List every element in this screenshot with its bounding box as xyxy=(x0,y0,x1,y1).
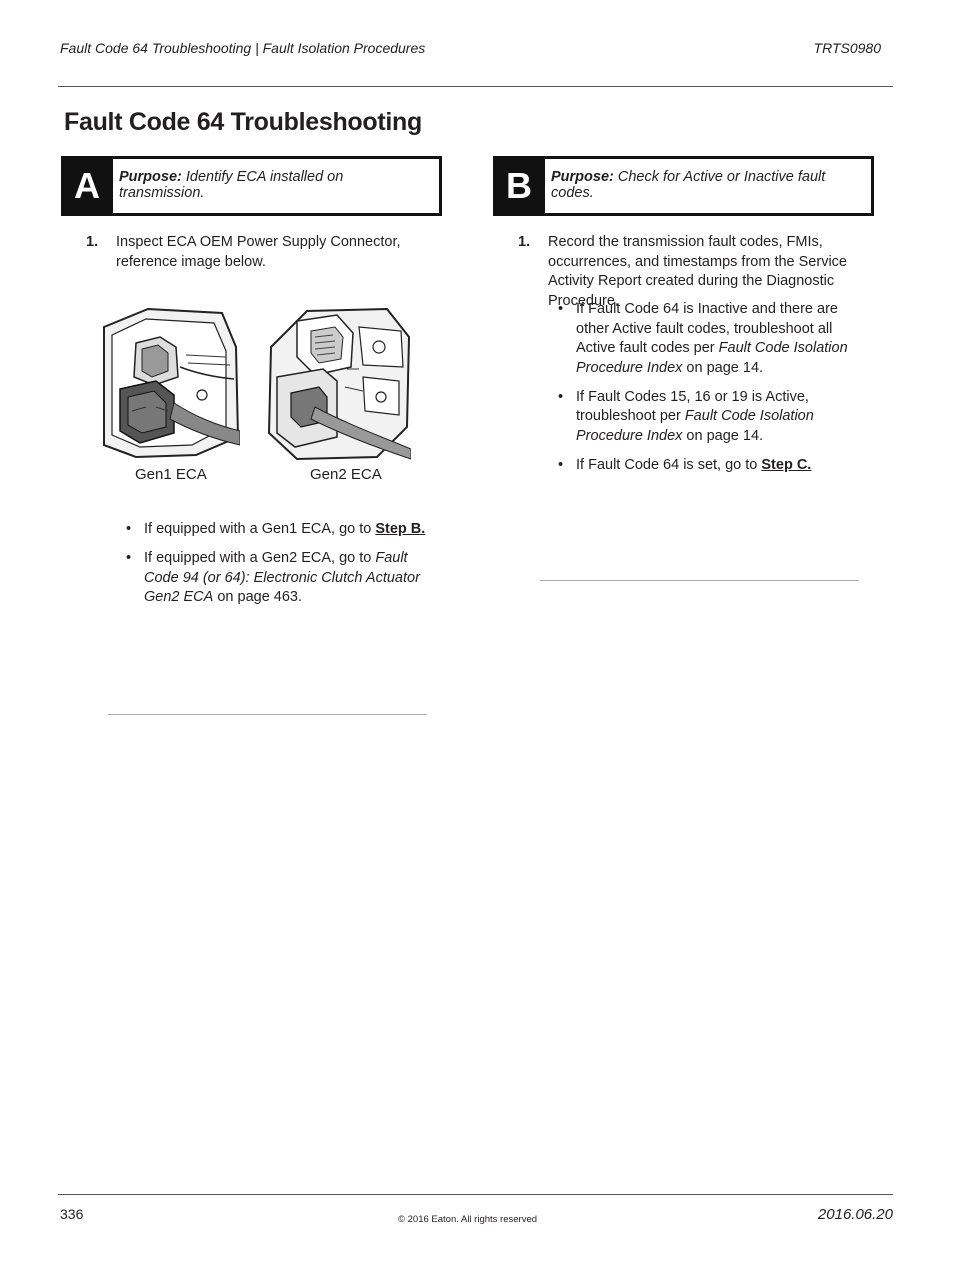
step-b-link[interactable]: Step B. xyxy=(375,521,426,537)
document-number: TRTS0980 xyxy=(813,40,881,56)
step-a-bullet-gen2 xyxy=(124,549,444,608)
header-rule xyxy=(58,86,893,87)
step-b-bullet2-text: If Fault Codes 15, 16 or 19 is Active, troubleshoot per xyxy=(576,388,809,424)
step-a-item-number: 1. xyxy=(86,234,99,250)
step-a-box xyxy=(61,156,442,216)
step-b-item-number: 1. xyxy=(518,234,531,250)
revision-date: 2016.06.20 xyxy=(817,1206,893,1223)
step-b-bullet3-text: If Fault Code 64 is set, go to xyxy=(576,456,762,473)
step-a-purpose-label: Purpose: xyxy=(119,169,182,185)
step-b-box xyxy=(493,156,874,216)
step-b-bullets xyxy=(556,300,874,485)
fault-code-index-link-1[interactable]: Fault Code Isolation Procedure Index xyxy=(576,340,848,376)
step-b-purpose-label: Purpose: xyxy=(551,169,614,185)
running-header-title: Fault Code 64 Troubleshooting | Fault Isolation Procedures xyxy=(60,40,426,56)
step-a-bullet2-text: If equipped with a Gen2 ECA, go to xyxy=(144,550,376,566)
footer-rule xyxy=(58,1194,893,1195)
step-b-end-rule xyxy=(540,580,859,581)
page-number: 336 xyxy=(60,1206,84,1222)
step-b-purpose xyxy=(551,169,863,201)
step-b-bullet-inactive xyxy=(556,300,874,378)
step-a-purpose-text: Identify ECA installed on transmission. xyxy=(119,169,344,201)
step-b-letter: B xyxy=(493,156,545,216)
gen1-eca-image xyxy=(96,307,240,463)
step-a-end-rule xyxy=(108,714,427,715)
step-a-bullet1-text: If equipped with a Gen1 ECA, go to xyxy=(144,521,376,537)
fault-code-94-link[interactable]: Fault Code 94 (or 64): Electronic Clutch Actuator Gen2 ECA xyxy=(144,550,420,605)
gen2-eca-image xyxy=(267,307,411,463)
step-b-item-text: Record the transmission fault codes, FMIs, occurrences, and timestamps from the Service Activity Report created during the Diagnostic Procedure. xyxy=(548,234,847,309)
step-b-bullet1-page: on page 14. xyxy=(682,359,764,376)
gen2-eca-caption: Gen2 ECA xyxy=(310,466,382,483)
step-a-bullets xyxy=(124,520,444,617)
step-a-bullet-gen1 xyxy=(124,520,444,540)
step-a-letter: A xyxy=(61,156,113,216)
step-a-item-1 xyxy=(86,233,426,272)
step-a-bullet2-page: on page 463. xyxy=(213,589,303,605)
step-a-purpose xyxy=(119,169,431,201)
step-b-purpose-text: Check for Active or Inactive fault codes. xyxy=(551,169,826,201)
page-title: Fault Code 64 Troubleshooting xyxy=(64,108,422,136)
step-b-bullet1-text: If Fault Code 64 is Inactive and there are other Active fault codes, troubleshoot all Active fault codes per xyxy=(576,301,838,356)
copyright: © 2016 Eaton. All rights reserved xyxy=(397,1214,538,1225)
step-b-bullet-set xyxy=(556,456,874,476)
step-b-bullet2-page: on page 14. xyxy=(682,427,764,444)
step-c-link[interactable]: Step C. xyxy=(761,456,812,473)
step-b-bullet-active xyxy=(556,388,874,447)
step-a-item-text-line2: reference image below. xyxy=(116,253,266,270)
step-a-item-text-line1: Inspect ECA OEM Power Supply Connector, xyxy=(116,234,401,250)
fault-code-index-link-2[interactable]: Fault Code Isolation Procedure Index xyxy=(576,408,814,444)
gen1-eca-caption: Gen1 ECA xyxy=(135,466,207,483)
